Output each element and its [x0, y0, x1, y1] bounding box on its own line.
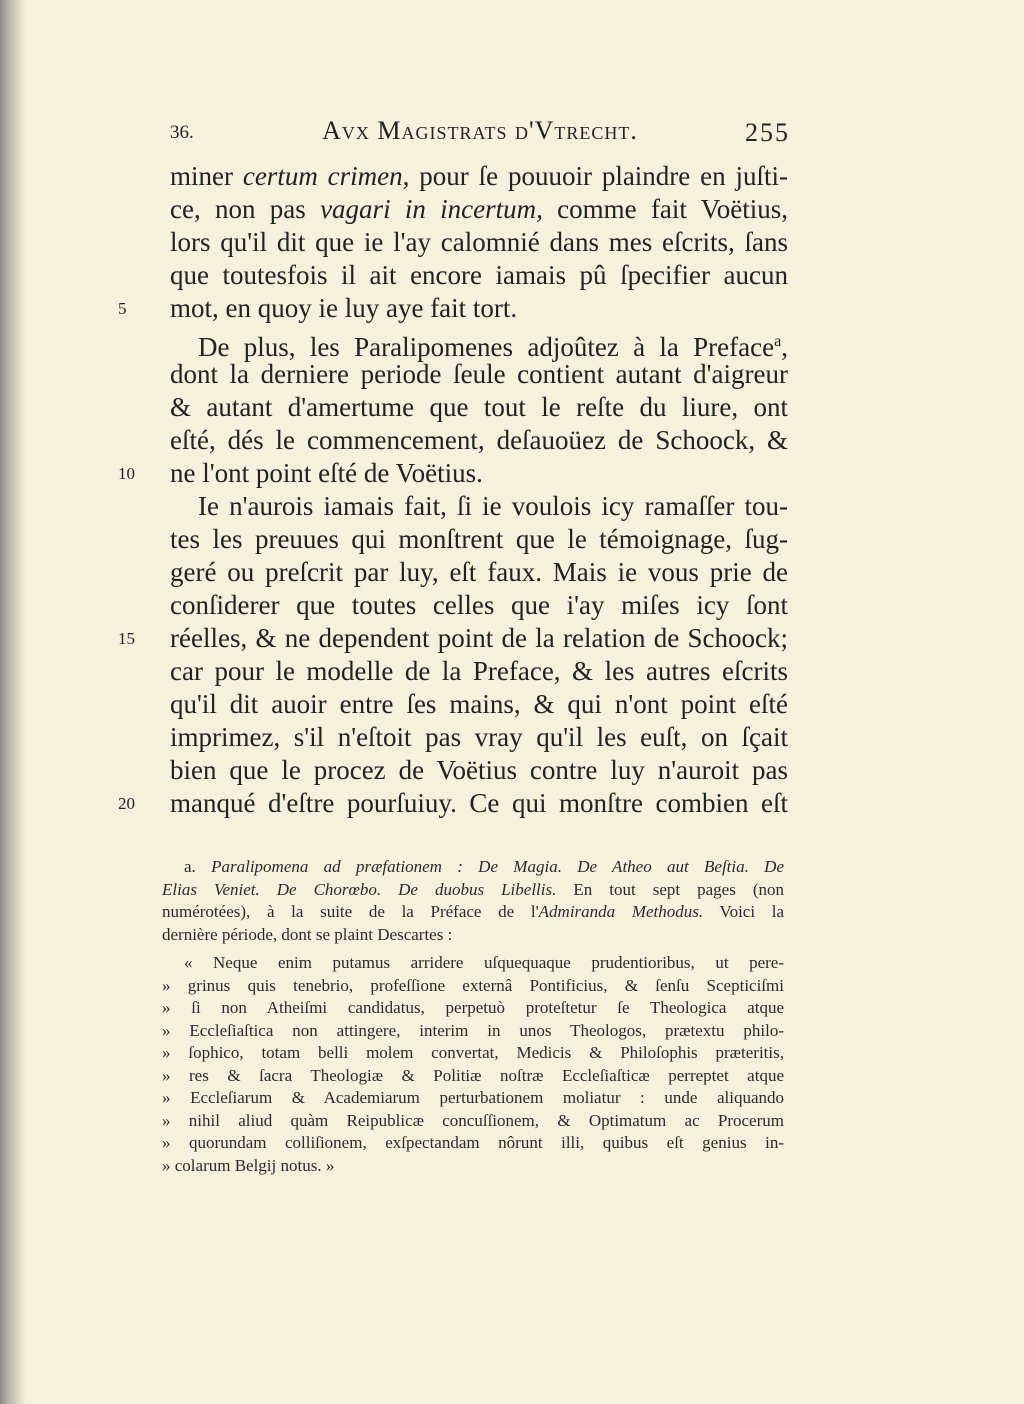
- text-run: » res & ſacra Theologiæ & Politiæ noſtræ Eccleſiaſticæ perreptet atque: [162, 1065, 784, 1085]
- footnote-line: [162, 901, 784, 924]
- text-line: [118, 622, 788, 655]
- text-line: [170, 160, 788, 193]
- text-run: eſté, dés le commencement, deſauoüez de Schoock, &: [170, 425, 788, 455]
- footnote-line: [162, 1020, 784, 1043]
- text-run: geré ou preſcrit par luy, eſt faux. Mais ie vous prie de: [170, 557, 788, 587]
- text-run: a.: [184, 857, 212, 876]
- italic-text: vagari in incertum,: [320, 194, 543, 224]
- section-number: 36.: [170, 122, 194, 143]
- italic-text: Elias Veniet. De Chorœbo. De duobus Libellis.: [162, 879, 557, 899]
- text-line: [118, 457, 788, 490]
- text-run: En tout sept pages (non: [556, 879, 784, 899]
- text-run: bien que le procez de Voëtius contre luy n'auroit pas: [170, 755, 788, 785]
- text-run: » Eccleſiaſtica non attingere, interim in unos Theologos, prætextu philo-: [162, 1020, 784, 1040]
- text-run: » grinus quis tenebrio, profeſſione externâ Pontificius, & ſenſu Scepticiſmi: [162, 975, 784, 995]
- text-line: [170, 754, 788, 787]
- text-line: [170, 556, 788, 589]
- text-run: » colarum Belgij notus. »: [162, 1155, 335, 1175]
- text-line: [170, 655, 788, 688]
- footnote-line: [162, 975, 784, 998]
- text-run: qu'il dit auoir entre ſes mains, & qui n'ont point eſté: [170, 689, 788, 719]
- italic-text: certum crimen,: [242, 161, 410, 191]
- text-run: ,: [781, 332, 788, 362]
- text-run: dont la derniere periode ſeule contient autant d'aigreur: [170, 359, 788, 389]
- text-run: tes les preuues qui monſtrent que le témoignage, ſug-: [170, 524, 788, 554]
- text-line: [170, 358, 788, 391]
- text-run: imprimez, s'il n'eſtoit pas vray qu'il les euſt, on ſçait: [170, 722, 788, 752]
- line-number: 15: [118, 629, 135, 648]
- text-run: » ſi non Atheiſmi candidatus, perpetuò proteſtetur ſe Theologica atque: [162, 998, 784, 1017]
- italic-text: Paralipomena ad præfationem : De Magia. De Atheo aut Beſtia. De: [211, 857, 785, 876]
- footnote-line: [162, 1110, 784, 1133]
- text-run: » ſophico, totam belli molem convertat, Medicis & Philoſophis præteritis,: [162, 1043, 784, 1062]
- text-line: [170, 391, 788, 424]
- text-run: que toutesfois il ait encore iamais pû ſpecifier aucun: [170, 260, 788, 290]
- footnote-line: [162, 997, 784, 1020]
- footnote-line: [162, 1155, 784, 1178]
- text-run: numérotées), à la suite de la Préface de l': [162, 902, 539, 921]
- main-text: [118, 160, 788, 820]
- text-line: [118, 292, 788, 325]
- footnote: [162, 856, 784, 1177]
- text-run: » quorundam colliſionem, exſpectandam nôrunt illi, quibus eſt genius in-: [162, 1133, 784, 1152]
- text-line: [118, 787, 788, 820]
- text-run: réelles, & ne dependent point de la relation de Schoock;: [170, 623, 788, 653]
- text-run: « Neque enim putamus arridere uſquequaque prudentioribus, ut pere-: [184, 953, 784, 972]
- footnote-line: [162, 924, 784, 947]
- text-line: [170, 490, 788, 523]
- text-run: & autant d'amertume que tout le reſte du liure, ont: [170, 392, 788, 422]
- footnote-line: [162, 879, 784, 902]
- text-run: car pour le modelle de la Preface, & les autres eſcrits: [170, 656, 788, 686]
- footnote-line: [162, 1132, 784, 1155]
- text-run: » Eccleſiarum & Academiarum perturbationem moliatur : unde aliquando: [162, 1088, 784, 1107]
- text-run: mot, en quoy ie luy aye fait tort.: [170, 293, 518, 323]
- text-line: [170, 688, 788, 721]
- footnote-line: [162, 1042, 784, 1065]
- text-run: Ie n'aurois iamais fait, ſi ie voulois icy ramaſſer tou-: [198, 491, 788, 521]
- footnote-marker: a: [774, 332, 782, 350]
- text-line: [170, 523, 788, 556]
- text-run: lors qu'il dit que ie l'ay calomnié dans mes eſcrits, ſans: [170, 227, 788, 257]
- text-run: De plus, les Paralipomenes adjoûtez à la Preface: [198, 332, 775, 362]
- line-number: 20: [118, 794, 135, 813]
- text-line: [170, 721, 788, 754]
- footnote-line: [162, 1065, 784, 1088]
- text-line: [170, 325, 788, 362]
- text-run: dernière période, dont se plaint Descartes :: [162, 924, 453, 944]
- text-line: [170, 589, 788, 622]
- text-line: [170, 193, 788, 226]
- running-title: Avx Magistrats d'Vtrecht.: [322, 116, 638, 145]
- text-line: [170, 424, 788, 457]
- text-run: » nihil aliud quàm Reipublicæ concuſſionem, & Optimatum ac Procerum: [162, 1110, 784, 1130]
- text-line: [170, 226, 788, 259]
- text-run: ce, non pas: [170, 194, 321, 224]
- text-run: comme fait Voëtius,: [542, 194, 788, 224]
- text-run: Voici la: [703, 902, 785, 921]
- footnote-line: [162, 1087, 784, 1110]
- text-run: manqué d'eſtre pourſuiuy. Ce qui monſtre combien eſt: [170, 788, 788, 818]
- footnote-line: [162, 856, 784, 879]
- text-run: conſiderer que toutes celles que i'ay miſes icy ſont: [170, 590, 788, 620]
- footnote-line: [162, 952, 784, 975]
- italic-text: Admiranda Methodus.: [538, 902, 704, 921]
- page-number: 255: [745, 118, 790, 147]
- line-number: 10: [118, 464, 135, 483]
- text-run: miner: [170, 161, 243, 191]
- text-line: [170, 259, 788, 292]
- text-run: pour ſe pouuoir plaindre en juſti-: [409, 161, 788, 191]
- text-run: ne l'ont point eſté de Voëtius.: [170, 458, 483, 488]
- running-header: [170, 116, 790, 156]
- line-number: 5: [118, 299, 127, 318]
